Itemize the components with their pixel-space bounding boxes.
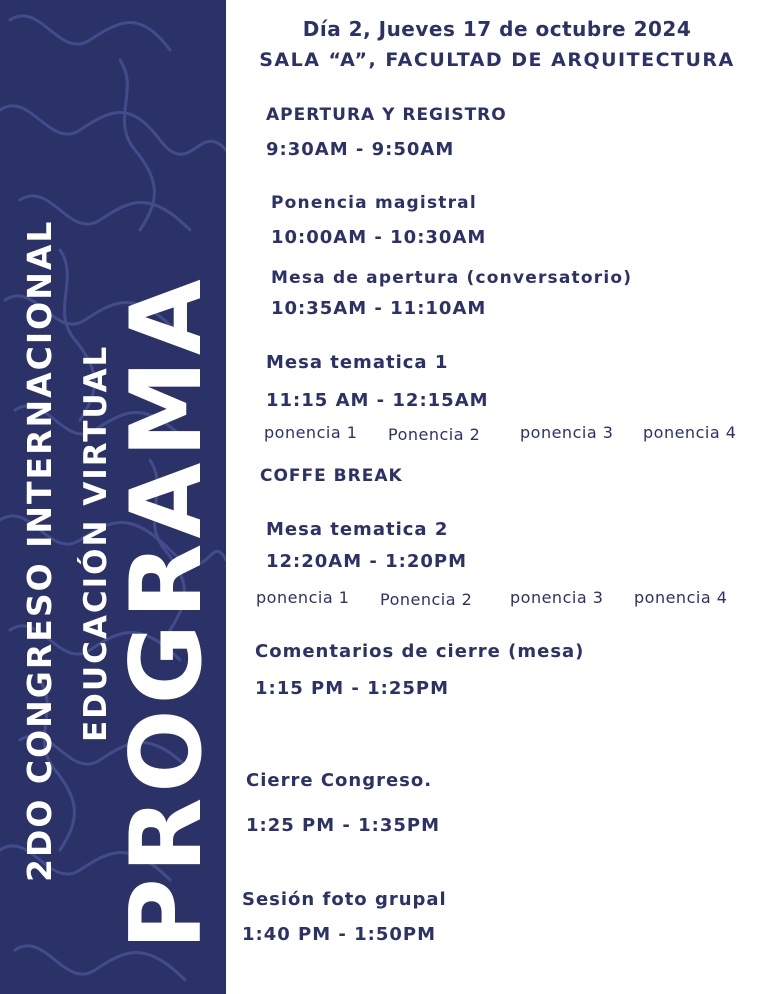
congress-subtitle: EDUCACIÓN VIRTUAL <box>78 344 114 742</box>
apertura-time: 9:30AM - 9:50AM <box>266 139 455 160</box>
programa-title: PROGRAMA <box>110 274 224 950</box>
mesa1-ponencia-2: Ponencia 2 <box>388 425 481 444</box>
mesa1-ponencia-1: ponencia 1 <box>264 423 358 442</box>
comentarios-time: 1:15 PM - 1:25PM <box>255 678 450 699</box>
mesa2-time: 12:20AM - 1:20PM <box>266 551 468 572</box>
mesa1-ponencia-3: ponencia 3 <box>520 423 614 442</box>
event-date: Día 2, Jueves 17 de octubre 2024 <box>302 17 692 41</box>
sidebar-panel <box>0 0 226 994</box>
ponencia-magistral-time: 10:00AM - 10:30AM <box>271 227 487 248</box>
comentarios-title: Comentarios de cierre (mesa) <box>255 641 585 662</box>
ponencia-magistral-title: Ponencia magistral <box>271 193 477 213</box>
mesa2-title: Mesa tematica 2 <box>266 519 449 540</box>
mesa1-time: 11:15 AM - 12:15AM <box>266 390 489 411</box>
cierre-title: Cierre Congreso. <box>246 770 433 791</box>
cierre-time: 1:25 PM - 1:35PM <box>246 815 441 836</box>
mesa2-ponencia-3: ponencia 3 <box>510 588 604 607</box>
event-venue: SALA “A”, FACULTAD DE ARQUITECTURA <box>259 49 735 71</box>
apertura-title: APERTURA Y REGISTRO <box>266 105 507 125</box>
mesa1-ponencia-4: ponencia 4 <box>643 423 737 442</box>
mesa-apertura-time: 10:35AM - 11:10AM <box>271 298 487 319</box>
mesa-apertura-title: Mesa de apertura (conversatorio) <box>271 268 633 288</box>
mesa1-title: Mesa tematica 1 <box>266 352 449 373</box>
foto-time: 1:40 PM - 1:50PM <box>242 924 437 945</box>
mesa2-ponencia-2: Ponencia 2 <box>380 590 473 609</box>
congress-title: 2DO CONGRESO INTERNACIONAL <box>20 219 59 882</box>
coffee-break-title: COFFE BREAK <box>260 466 403 486</box>
mesa2-ponencia-1: ponencia 1 <box>256 588 350 607</box>
mesa2-ponencia-4: ponencia 4 <box>634 588 728 607</box>
foto-title: Sesión foto grupal <box>242 889 447 910</box>
